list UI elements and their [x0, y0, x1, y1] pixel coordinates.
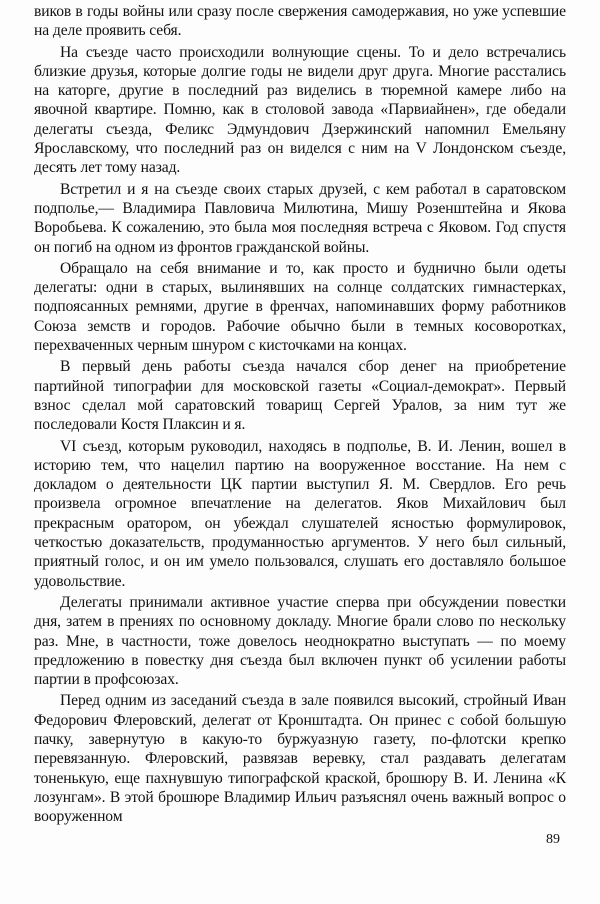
paragraph: В первый день работы съезда начался сбор денег на приобретение партийной типографии для московской газеты «Социал-демократ». Первый взнос сделал мой саратовский товарищ Сергей Уралов, за ним тут же последовали Костя Плаксин и я.: [34, 358, 566, 434]
body-text: [34, 2, 566, 828]
paragraph: Встретил и я на съезде своих старых друзей, с кем работал в саратовском подполье,— Владимира Павловича Милютина, Мишу Розенштейна и Якова Воробьева. К сожалению, это была моя последняя встреча с Яковом. Год спустя он погиб на одном из фронтов гражданской войны.: [34, 180, 566, 256]
paragraph: Перед одним из заседаний съезда в зале появился высокий, стройный Иван Федорович Флеровский, делегат от Кронштадта. Он принес с собой большую пачку, завернутую в какую-то буржуазную газету, по-флотски крепко перевязанную. Флеровский, развязав веревку, стал раздавать делегатам тоненькую, еще пахнувшую типографской краской, брошюру В. И. Ленина «К лозунгам». В этой брошюре Владимир Ильич разъяснял очень важный вопрос о вооруженном: [34, 692, 566, 826]
page-number: 89: [546, 832, 560, 847]
paragraph: Делегаты принимали активное участие сперва при обсуждении повестки дня, затем в прениях по основному докладу. Многие брали слово по нескольку раз. Мне, в частности, тоже довелось неоднократно выступать — по моему предложению в повестку дня съезда был включен пункт об усилении работы партии в профсоюзах.: [34, 593, 566, 689]
paragraph: Обращало на себя внимание и то, как просто и буднично были одеты делегаты: одни в старых, вылинявших на солнце солдатских гимнастерках, подпоясанных ремнями, другие в френчах, напоминавших форму работников Союза земств и городов. Рабочие обычно были в темных косоворотках, перехваченных черным шнуром с кисточками на концах.: [34, 259, 566, 355]
paragraph: виков в годы войны или сразу после свержения самодержавия, но уже успевшие на деле проявить себя.: [34, 3, 566, 40]
paragraph: VI съезд, которым руководил, находясь в подполье, В. И. Ленин, вошел в историю тем, что нацелил партию на вооруженное восстание. На нем с докладом о деятельности ЦК партии выступил Я. М. Свердлов. Его речь произвела огромное впечатление на делегатов. Яков Михайлович был прекрасным оратором, он убеждал слушателей ясностью формулировок, четкостью доказательств, продуманностью аргументов. У него был сильный, приятный голос, и он им умело пользовался, слушать его доставляло большое удовольствие.: [34, 437, 566, 590]
paragraph: На съезде часто происходили волнующие сцены. То и дело встречались близкие друзья, которые долгие годы не видели друг друга. Многие расстались на каторге, другие в последний раз виделись в тюремной камере либо на явочной квартире. Помню, как в столовой завода «Парвиайнен», где обедали делегаты съезда, Феликс Эдмундович Дзержинский напомнил Емельяну Ярославскому, что последний раз он виделся с ним на V Лондонском съезде, десять лет тому назад.: [34, 43, 566, 177]
